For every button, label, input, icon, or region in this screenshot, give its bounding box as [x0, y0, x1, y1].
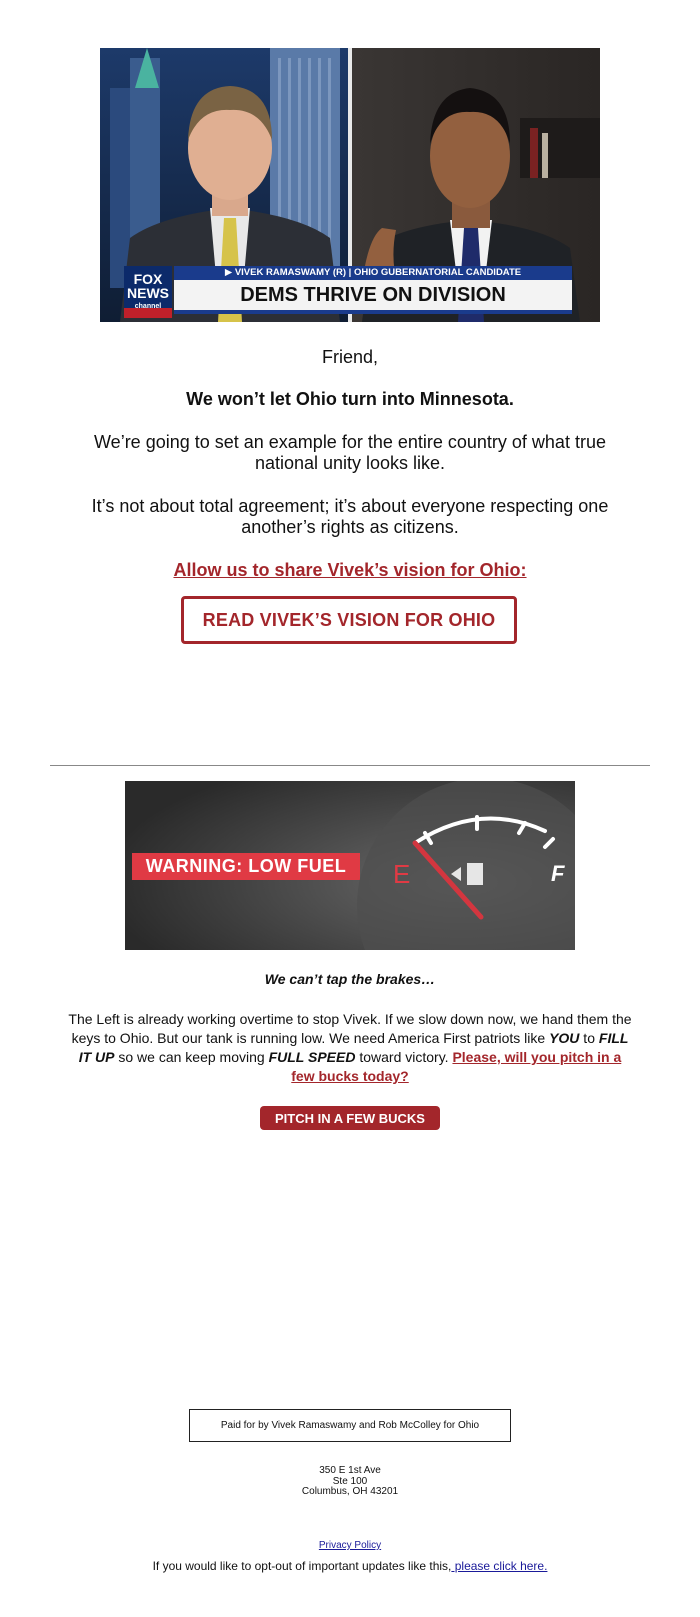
section-divider [50, 765, 650, 766]
appeal-text-3: so we can keep moving [114, 1049, 269, 1065]
paid-for-disclaimer: Paid for by Vivek Ramaswamy and Rob McColley for Ohio [189, 1409, 511, 1442]
paragraph-unity: We’re going to set an example for the entire country of what true national unity looks like. [94, 432, 606, 473]
low-fuel-warning-text: WARNING: LOW FUEL [145, 856, 347, 876]
appeal-text-1: The Left is already working overtime to stop Vivek. If we slow down now, we hand them the keys to Ohio. But our tank is running low. We need America First patriots like [68, 1011, 632, 1046]
fuel-pump-icon [451, 863, 483, 885]
address-line-3: Columbus, OH 43201 [301, 1486, 399, 1497]
headline: We won’t let Ohio turn into Minnesota. [186, 389, 514, 409]
logo-top: FOX [133, 271, 163, 287]
vision-link[interactable]: Allow us to share Vivek’s vision for Ohio: [173, 560, 527, 580]
appeal-text-2: to [579, 1030, 599, 1046]
lower-third-name: ▶ VIVEK RAMASWAMY (R) | OHIO GUBERNATORIAL CANDIDATE [224, 267, 522, 278]
appeal-body [66, 1010, 634, 1086]
low-fuel-banner [125, 781, 575, 950]
appeal-you: YOU [549, 1030, 580, 1046]
appeal-text-4: toward victory. [355, 1049, 453, 1065]
appeal-heading: We can’t tap the brakes… [264, 971, 436, 987]
address-line-2: Ste 100 [332, 1475, 368, 1487]
appeal-speed: FULL SPEED [268, 1049, 356, 1065]
read-vision-button[interactable]: READ VIVEK’S VISION FOR OHIO [181, 596, 517, 644]
pitch-in-button[interactable]: PITCH IN A FEW BUCKS [260, 1106, 440, 1130]
gauge-full-label: F [551, 861, 565, 886]
optout-link[interactable]: please click here. [451, 1559, 548, 1573]
appeal-fill: FILL IT UP [78, 1030, 629, 1065]
logo-sub: channel [134, 303, 162, 310]
greeting: Friend, [321, 347, 379, 367]
hero-tv-image [100, 48, 600, 322]
mailing-address [200, 1466, 500, 1498]
pitch-in-link[interactable]: Please, will you pitch in a few bucks today? [291, 1049, 622, 1084]
lower-third-headline: DEMS THRIVE ON DIVISION [240, 284, 506, 306]
paragraph-rights: It’s not about total agreement; it’s about everyone respecting one another’s rights as citizens. [91, 496, 609, 537]
fox-news-logo [124, 266, 172, 318]
vision-link-row [60, 560, 640, 581]
gauge-empty-label: E [393, 859, 411, 889]
address-line-1: 350 E 1st Ave [319, 1465, 381, 1476]
logo-bottom: NEWS [127, 285, 169, 301]
optout-row [60, 1559, 640, 1573]
privacy-policy-link[interactable]: Privacy Policy [318, 1540, 382, 1551]
optout-text: If you would like to opt-out of important updates like this, [152, 1559, 452, 1573]
privacy-row [200, 1540, 500, 1551]
